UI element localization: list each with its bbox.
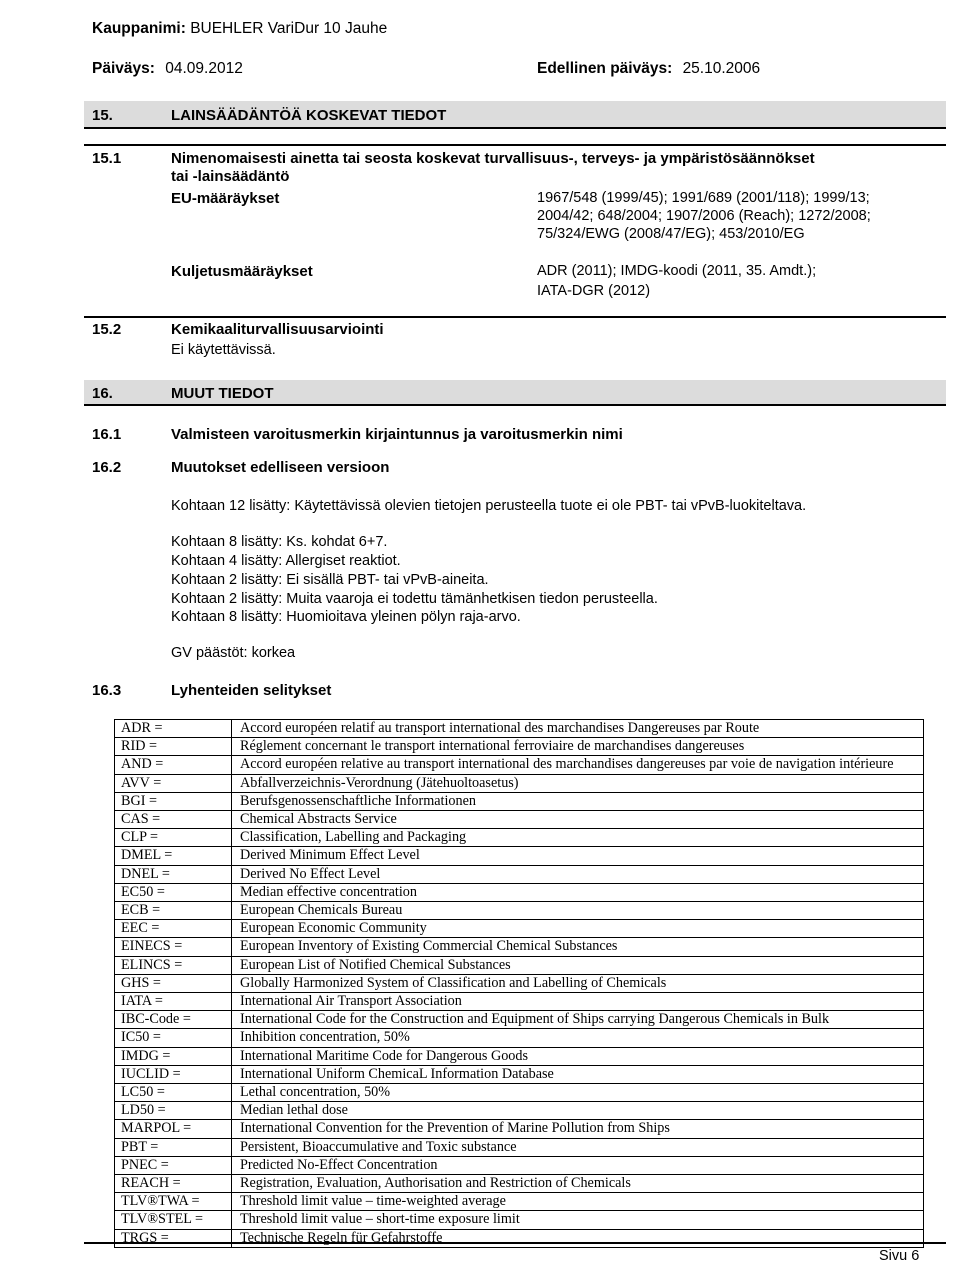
table-row — [115, 1229, 924, 1247]
table-row — [115, 1047, 924, 1065]
abbreviation-key: ECB = — [115, 902, 232, 920]
change-main: Kohtaan 12 lisätty: Käytettävissä olevien tietojen perusteella tuote ei ole PBT- tai vPvB-luokiteltava. — [171, 498, 807, 514]
table-row — [115, 1120, 924, 1138]
change-item: Kohtaan 8 lisätty: Huomioitava yleinen pölyn raja-arvo. — [171, 609, 521, 625]
abbreviation-value: Threshold limit value – short-time exposure limit — [232, 1211, 924, 1229]
subsection-16-2-number: 16.2 — [92, 459, 122, 476]
eu-regulations-line-3: 75/324/EWG (2008/47/EG); 453/2010/EG — [537, 226, 805, 242]
abbreviation-key: MARPOL = — [115, 1120, 232, 1138]
change-item: Kohtaan 2 lisätty: Ei sisällä PBT- tai vPvB-aineita. — [171, 572, 489, 588]
subsection-16-3-title: Lyhenteiden selitykset — [171, 682, 332, 699]
abbreviation-value: Technische Regeln für Gefahrstoffe — [232, 1229, 924, 1247]
abbreviation-key: EEC = — [115, 920, 232, 938]
abbreviation-key: TRGS = — [115, 1229, 232, 1247]
subsection-16-2-title: Muutokset edelliseen versioon — [171, 459, 390, 476]
abbreviation-key: LD50 = — [115, 1102, 232, 1120]
table-row — [115, 1011, 924, 1029]
date-line — [92, 60, 243, 78]
transport-regulations-label: Kuljetusmääräykset — [171, 263, 313, 280]
table-row — [115, 1138, 924, 1156]
subsection-15-1-title-cont: tai -lainsäädäntö — [171, 168, 290, 185]
abbreviation-value: Inhibition concentration, 50% — [232, 1029, 924, 1047]
abbreviation-key: CLP = — [115, 829, 232, 847]
subsection-15-2-text: Ei käytettävissä. — [171, 342, 276, 358]
divider-15-2 — [84, 316, 946, 318]
abbreviation-key: EC50 = — [115, 883, 232, 901]
abbreviation-key: IUCLID = — [115, 1065, 232, 1083]
table-row — [115, 865, 924, 883]
abbreviation-key: TLV®STEL = — [115, 1211, 232, 1229]
abbreviation-value: Predicted No-Effect Concentration — [232, 1156, 924, 1174]
eu-regulations-line-2: 2004/42; 648/2004; 1907/2006 (Reach); 1272/2008; — [537, 208, 871, 224]
table-row — [115, 1211, 924, 1229]
table-row — [115, 1156, 924, 1174]
abbreviation-key: GHS = — [115, 974, 232, 992]
table-row — [115, 774, 924, 792]
subsection-15-1-number: 15.1 — [92, 150, 122, 167]
table-row — [115, 829, 924, 847]
date-label: Päiväys: — [92, 60, 155, 77]
table-row — [115, 920, 924, 938]
product-label: Kauppanimi: — [92, 20, 186, 37]
table-row — [115, 847, 924, 865]
abbreviation-value: Persistent, Bioaccumulative and Toxic substance — [232, 1138, 924, 1156]
abbreviation-value: International Code for the Construction and Equipment of Ships carrying Dangerous Chemicals in Bulk — [232, 1011, 924, 1029]
abbreviation-value: Derived No Effect Level — [232, 865, 924, 883]
abbreviation-key: PNEC = — [115, 1156, 232, 1174]
abbreviation-key: EINECS = — [115, 938, 232, 956]
abbreviation-value: Abfallverzeichnis-Verordnung (Jätehuoltoasetus) — [232, 774, 924, 792]
change-item: Kohtaan 2 lisätty: Muita vaaroja ei todettu tämänhetkisen tiedon perusteella. — [171, 591, 658, 607]
section-16-title: MUUT TIEDOT — [171, 385, 274, 402]
abbreviation-value: Threshold limit value – time-weighted average — [232, 1193, 924, 1211]
abbreviation-value: European List of Notified Chemical Substances — [232, 956, 924, 974]
abbreviation-key: RID = — [115, 738, 232, 756]
table-row — [115, 720, 924, 738]
section-15-number: 15. — [92, 107, 113, 124]
date-value: 04.09.2012 — [165, 60, 243, 77]
table-row — [115, 756, 924, 774]
abbreviation-value: Median lethal dose — [232, 1102, 924, 1120]
abbreviation-value: Median effective concentration — [232, 883, 924, 901]
table-row — [115, 974, 924, 992]
abbreviation-key: IBC-Code = — [115, 1011, 232, 1029]
abbreviation-key: PBT = — [115, 1138, 232, 1156]
abbreviation-value: International Convention for the Prevention of Marine Pollution from Ships — [232, 1120, 924, 1138]
change-item: Kohtaan 4 lisätty: Allergiset reaktiot. — [171, 553, 401, 569]
previous-date-line — [537, 60, 760, 78]
abbreviation-key: DNEL = — [115, 865, 232, 883]
abbreviation-value: European Chemicals Bureau — [232, 902, 924, 920]
abbreviation-key: CAS = — [115, 811, 232, 829]
abbreviation-key: TLV®TWA = — [115, 1193, 232, 1211]
subsection-16-3-number: 16.3 — [92, 682, 122, 699]
table-row — [115, 1029, 924, 1047]
subsection-16-1-number: 16.1 — [92, 426, 122, 443]
abbreviation-key: IMDG = — [115, 1047, 232, 1065]
table-row — [115, 1084, 924, 1102]
table-row — [115, 811, 924, 829]
abbreviation-value: Derived Minimum Effect Level — [232, 847, 924, 865]
table-row — [115, 883, 924, 901]
footer-rule — [84, 1242, 946, 1244]
abbreviation-value: Lethal concentration, 50% — [232, 1084, 924, 1102]
abbreviation-key: IC50 = — [115, 1029, 232, 1047]
previous-date-value: 25.10.2006 — [682, 60, 761, 77]
abbreviation-value: Chemical Abstracts Service — [232, 811, 924, 829]
subsection-15-1-title: Nimenomaisesti ainetta tai seosta koskevat turvallisuus-, terveys- ja ympäristösäännökset — [171, 150, 815, 167]
abbreviation-value: Réglement concernant le transport international ferroviaire de marchandises dangereuses — [232, 738, 924, 756]
section-15-title: LAINSÄÄDÄNTÖÄ KOSKEVAT TIEDOT — [171, 107, 447, 124]
eu-regulations-label: EU-määräykset — [171, 190, 280, 207]
table-row — [115, 792, 924, 810]
abbreviation-value: Accord européen relatif au transport international des marchandises Dangereuses par Route — [232, 720, 924, 738]
abbreviation-value: International Air Transport Association — [232, 993, 924, 1011]
table-row — [115, 1065, 924, 1083]
abbreviation-key: ELINCS = — [115, 956, 232, 974]
change-item: Kohtaan 8 lisätty: Ks. kohdat 6+7. — [171, 534, 388, 550]
abbreviation-key: DMEL = — [115, 847, 232, 865]
abbreviation-value: European Inventory of Existing Commercial Chemical Substances — [232, 938, 924, 956]
table-row — [115, 956, 924, 974]
abbreviation-value: Accord européen relative au transport international des marchandises dangereuses par voie de navigation intérieure — [232, 756, 924, 774]
table-row — [115, 993, 924, 1011]
subsection-16-1-title: Valmisteen varoitusmerkin kirjaintunnus ja varoitusmerkin nimi — [171, 426, 623, 443]
section-16-number: 16. — [92, 385, 113, 402]
abbreviation-key: BGI = — [115, 792, 232, 810]
table-row — [115, 902, 924, 920]
abbreviation-key: IATA = — [115, 993, 232, 1011]
eu-regulations-line-1: 1967/548 (1999/45); 1991/689 (2001/118); 1999/13; — [537, 190, 870, 206]
abbreviation-key: AND = — [115, 756, 232, 774]
subsection-15-2-number: 15.2 — [92, 321, 122, 338]
abbreviation-value: Globally Harmonized System of Classification and Labelling of Chemicals — [232, 974, 924, 992]
divider-15-1 — [84, 144, 946, 146]
gv-emissions: GV päästöt: korkea — [171, 645, 296, 661]
abbreviation-value: International Uniform ChemicaL Information Database — [232, 1065, 924, 1083]
abbreviation-value: Registration, Evaluation, Authorisation and Restriction of Chemicals — [232, 1175, 924, 1193]
product-name: BUEHLER VariDur 10 Jauhe — [190, 20, 388, 37]
product-line — [92, 20, 387, 38]
table-row — [115, 938, 924, 956]
abbreviation-value: European Economic Community — [232, 920, 924, 938]
abbreviation-key: ADR = — [115, 720, 232, 738]
abbreviation-key: AVV = — [115, 774, 232, 792]
abbreviation-key: LC50 = — [115, 1084, 232, 1102]
abbreviation-value: Berufsgenossenschaftliche Informationen — [232, 792, 924, 810]
abbreviation-key: REACH = — [115, 1175, 232, 1193]
table-row — [115, 738, 924, 756]
subsection-15-2-title: Kemikaaliturvallisuusarviointi — [171, 321, 384, 338]
previous-date-label: Edellinen päiväys: — [537, 60, 673, 77]
transport-regulations-line-2: IATA-DGR (2012) — [537, 283, 651, 299]
abbreviation-value: Classification, Labelling and Packaging — [232, 829, 924, 847]
table-row — [115, 1102, 924, 1120]
abbreviations-table — [114, 719, 924, 1248]
table-row — [115, 1175, 924, 1193]
table-row — [115, 1193, 924, 1211]
page-number: Sivu 6 — [879, 1248, 920, 1264]
abbreviation-value: International Maritime Code for Dangerous Goods — [232, 1047, 924, 1065]
transport-regulations-line-1: ADR (2011); IMDG-koodi (2011, 35. Amdt.); — [537, 263, 817, 279]
